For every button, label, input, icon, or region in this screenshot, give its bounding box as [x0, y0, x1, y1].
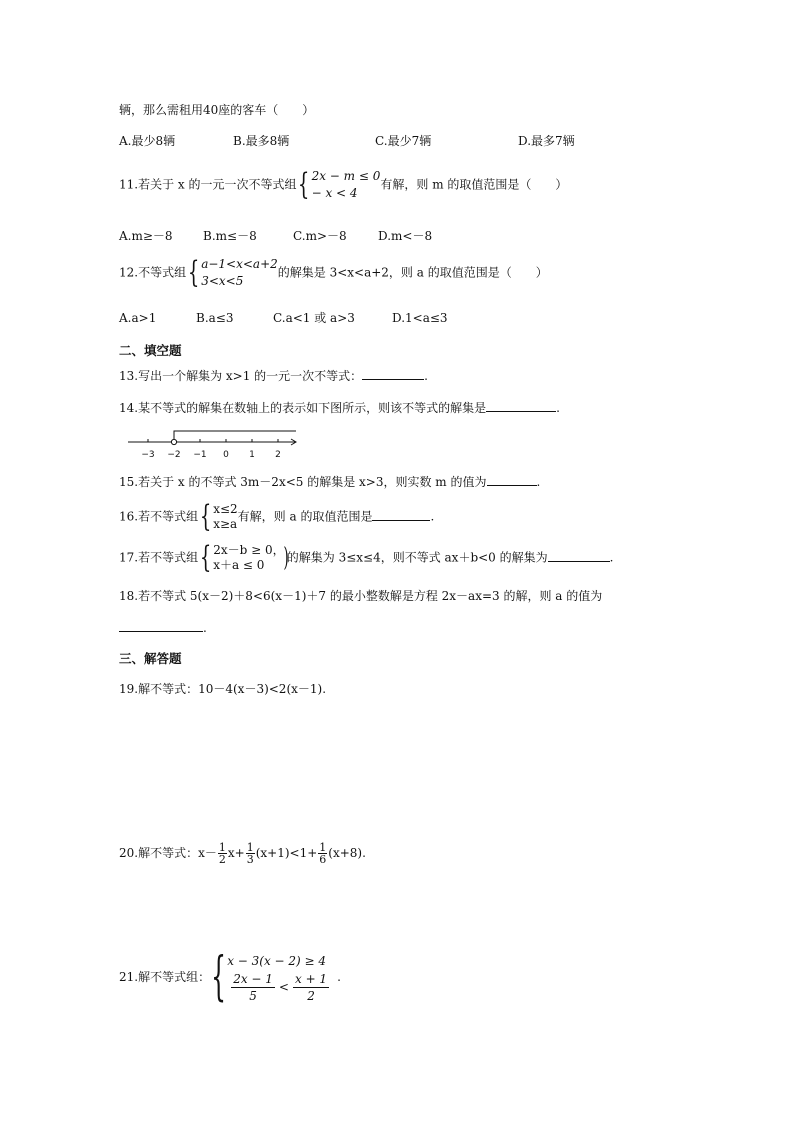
q12-system — [201, 256, 278, 290]
q17-row2: x＋a ≤ 0 — [213, 558, 265, 572]
q16-suffix: 有解，则 a 的取值范围是 — [237, 509, 373, 524]
q17-answer-blank[interactable] — [548, 550, 610, 562]
q20-tail: (x+8). — [328, 846, 366, 860]
q20-mid2: (x+1)<1+ — [255, 846, 318, 860]
number-line-tick-label: −1 — [193, 450, 207, 460]
q21-end-dot: . — [337, 970, 341, 984]
question-15: 15.若关于 x 的不等式 3m－2x<5 的解集是 x>3，则实数 m 的值为 . — [119, 475, 541, 489]
open-point-marker — [171, 439, 176, 444]
question-13: 13.写出一个解集为 x>1 的一元一次不等式： . — [119, 369, 428, 383]
number-line-tick-label: 0 — [223, 450, 229, 460]
q21-prefix: 21.解不等式组： — [119, 970, 211, 984]
q20-mid1: x+ — [227, 846, 245, 860]
number-line-tick-label: 1 — [249, 450, 255, 460]
q15-answer-blank[interactable] — [487, 474, 537, 486]
question-18: 18.若不等式 5(x－2)＋8<6(x－1)＋7 的最小整数解是方程 2x－ax=3 的解，则 a 的值为 — [119, 589, 603, 603]
q12-option-b: B.a≤3 — [196, 311, 234, 325]
q16-system — [213, 502, 237, 532]
q16-answer-blank[interactable] — [372, 509, 430, 521]
q12-prefix: 12.不等式组 — [119, 265, 187, 280]
q12-option-a: A.a>1 — [119, 311, 157, 325]
q21-less-than: < — [278, 980, 289, 994]
q11-brace: { — [298, 167, 310, 202]
q20-prefix: 20.解不等式：x－ — [119, 846, 217, 860]
q17-system — [213, 543, 284, 573]
question-10-tail: 辆，那么需租用40座的客车（ ） — [119, 103, 315, 117]
q17-right-paren: ) — [283, 543, 289, 573]
number-line-tick-label: −2 — [167, 450, 181, 460]
q21-brace: { — [211, 947, 227, 1007]
section-fill-in-title: 二、填空题 — [119, 343, 182, 358]
q17-prefix: 17.若不等式组 — [119, 550, 199, 565]
q15-text: 15.若关于 x 的不等式 3m－2x<5 的解集是 x>3，则实数 m 的值为 — [119, 475, 487, 489]
q12-row2: 3<x<5 — [201, 274, 244, 288]
q16-prefix: 16.若不等式组 — [119, 509, 199, 524]
q11-suffix: 有解，则 m 的取值范围是（ ） — [380, 177, 568, 192]
q20-fraction-3: $\frac{1}{6}$ — [319, 841, 327, 866]
q12-suffix: 的解集是 3<x<a+2，则 a 的取值范围是（ ） — [277, 265, 548, 280]
number-line-tick-label: −3 — [141, 450, 155, 460]
q11-system — [312, 168, 381, 202]
q12-option-c: C.a<1 或 a>3 — [273, 311, 355, 325]
q10-option-c: C.最少7辆 — [375, 134, 432, 148]
question-19: 19.解不等式：10－4(x－3)<2(x－1). — [119, 682, 327, 696]
q17-row1: 2x－b ≥ 0， — [213, 543, 285, 557]
q11-option-a: A.m≥－8 — [119, 229, 173, 243]
q11-option-c: C.m>－8 — [293, 229, 347, 243]
q11-option-d: D.m<－8 — [378, 229, 433, 243]
section-solve-title: 三、解答题 — [119, 651, 182, 666]
q11-prefix: 11.若关于 x 的一元一次不等式组 — [119, 177, 297, 192]
q16-row1: x≤2 — [213, 502, 238, 516]
q21-row2 — [227, 971, 333, 1004]
q12-row1: a−1<x<a+2 — [201, 257, 278, 271]
question-11 — [119, 168, 567, 202]
q17-brace: { — [199, 540, 212, 575]
q21-fraction-a: 2x − 1 5 — [233, 971, 273, 1003]
q16-brace: { — [199, 499, 212, 534]
q10-option-a: A.最少8辆 — [119, 134, 176, 148]
question-18-answer-line: . — [119, 620, 207, 636]
number-line-diagram — [126, 427, 302, 461]
question-20 — [119, 836, 366, 870]
q11-row2: − x < 4 — [311, 186, 358, 200]
q13-answer-blank[interactable] — [362, 368, 424, 380]
q20-fraction-1: $\frac{1}{2}$ — [218, 841, 226, 866]
q12-option-d: D.1<a≤3 — [392, 311, 448, 325]
q10-option-b: B.最多8辆 — [233, 134, 290, 148]
question-12 — [119, 256, 548, 290]
q21-system — [227, 951, 333, 1004]
question-17: 17.若不等式组{ 2x－b ≥ 0， x＋a ≤ 0 )的解集为 3≤x≤4，则不等式 ax＋b<0 的解集为 . — [119, 540, 614, 575]
q13-text: 13.写出一个解集为 x>1 的一元一次不等式： — [119, 369, 363, 383]
q20-fraction-2: $\frac{1}{3}$ — [246, 841, 254, 866]
q11-option-b: B.m≤－8 — [203, 229, 257, 243]
q11-row1: 2x − m ≤ 0 — [311, 169, 381, 183]
q18-answer-blank[interactable] — [119, 620, 203, 632]
q16-row2: x≥a — [213, 517, 238, 531]
question-16: 16.若不等式组{ x≤2 x≥a 有解，则 a 的取值范围是 . — [119, 499, 435, 534]
question-21 — [119, 944, 341, 1010]
q14-text: 14.某不等式的解集在数轴上的表示如下图所示，则该不等式的解集是 — [119, 401, 487, 415]
number-line-tick-label: 2 — [275, 450, 281, 460]
q21-fraction-b: x + 1 2 — [294, 971, 328, 1003]
q14-answer-blank[interactable] — [486, 400, 556, 412]
q21-row1: x − 3(x − 2) ≥ 4 — [227, 953, 327, 968]
question-14: 14.某不等式的解集在数轴上的表示如下图所示，则该不等式的解集是 . — [119, 401, 560, 415]
q17-suffix: 的解集为 3≤x≤4，则不等式 ax＋b<0 的解集为 — [286, 550, 548, 565]
q10-option-d: D.最多7辆 — [518, 134, 575, 148]
q12-brace: { — [187, 255, 200, 290]
solution-ray — [174, 431, 296, 440]
